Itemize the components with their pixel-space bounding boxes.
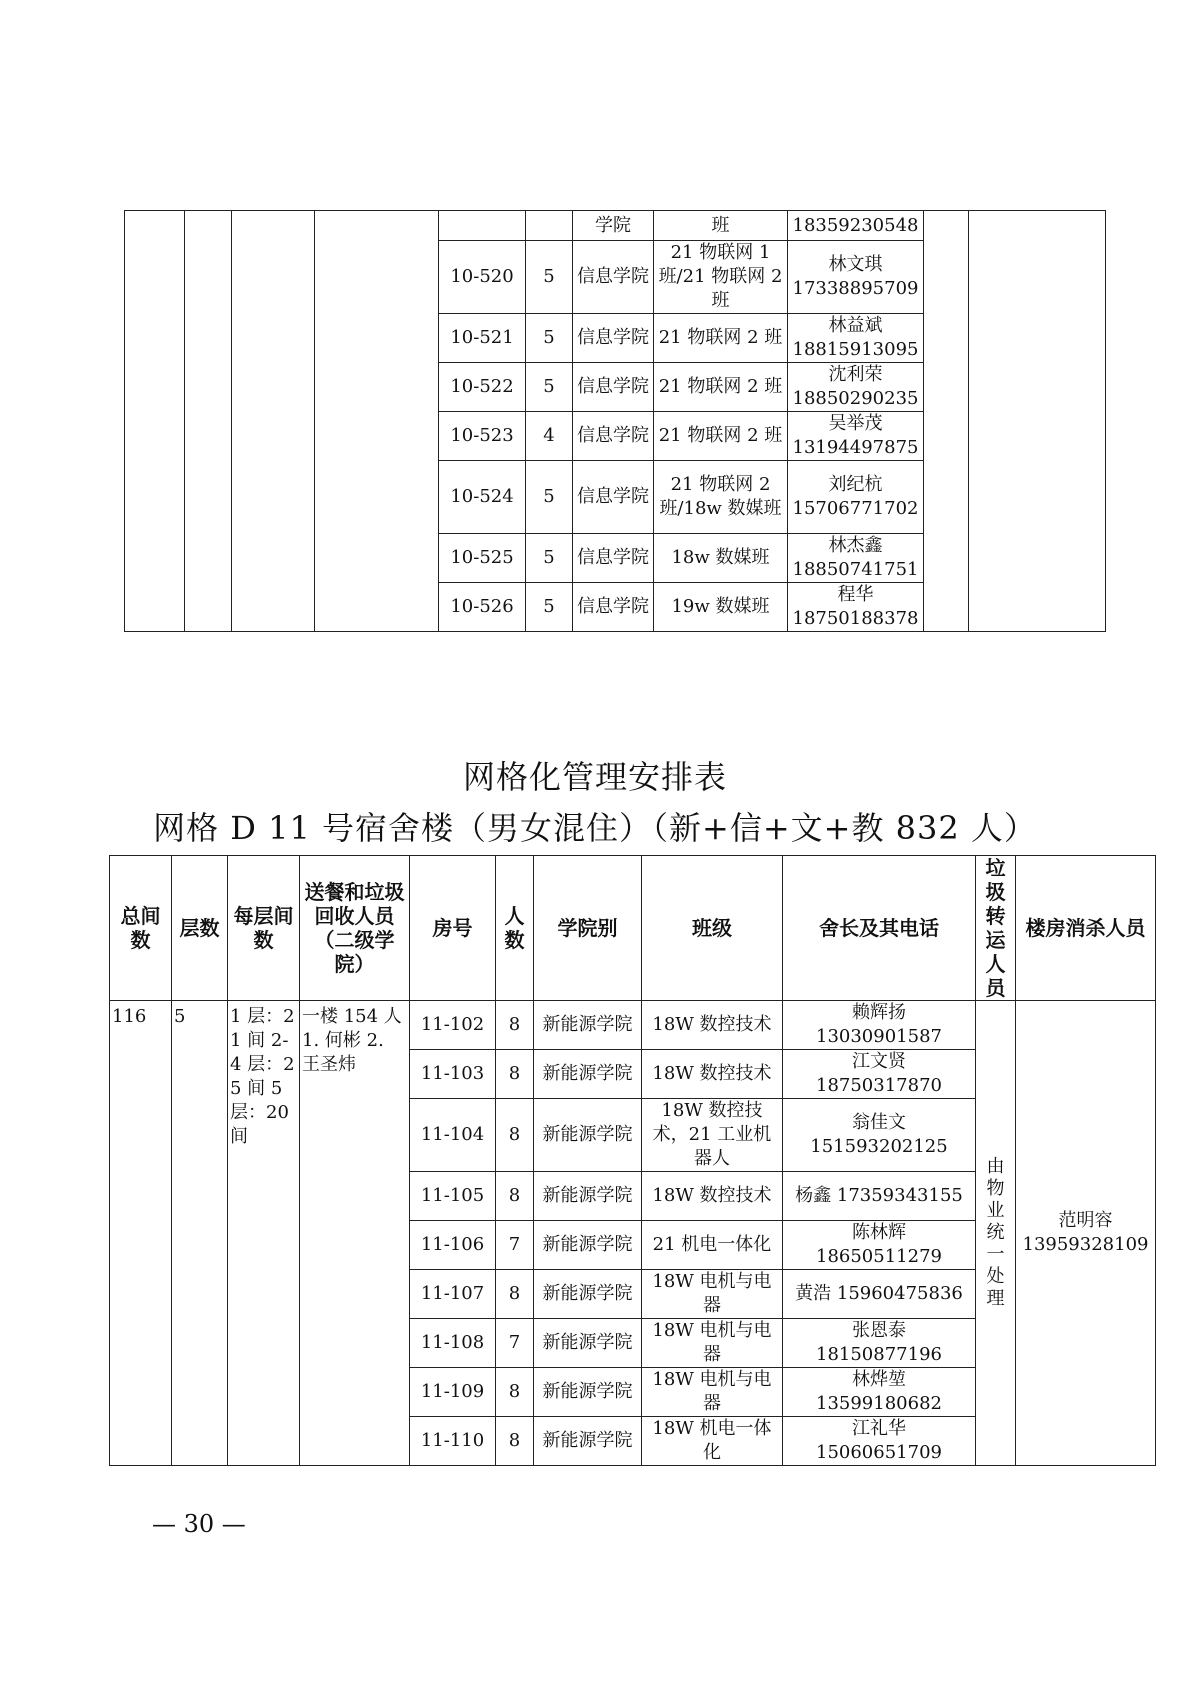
college-cell: 新能源学院 [534, 1001, 642, 1050]
count-cell: 5 [526, 314, 573, 363]
header-floors: 层数 [172, 856, 228, 1001]
college-cell: 新能源学院 [534, 1221, 642, 1270]
leader-phone: 17359343155 [836, 1185, 963, 1206]
leader-cell [788, 412, 924, 461]
college-cell: 新能源学院 [534, 1172, 642, 1221]
disinfect-cell [1016, 1001, 1156, 1466]
class-cell: 21 物联网 2 班 [654, 314, 788, 363]
leader-cell [783, 1172, 976, 1221]
leader-phone: 13030901587 [816, 1026, 942, 1047]
leader-name: 沈利荣 [828, 364, 883, 385]
count-cell: 7 [496, 1221, 534, 1270]
leader-name: 翁佳文 [852, 1112, 906, 1133]
rooms-per-floor-cell: 1 层：21 间 2-4 层：25 间 5 层：20 间 [228, 1001, 300, 1466]
count-cell: 8 [496, 1417, 534, 1466]
header-class: 班级 [642, 856, 783, 1001]
leader-phone: 15060651709 [816, 1442, 942, 1463]
college-cell: 信息学院 [573, 583, 654, 632]
header-garbage: 垃圾转运人员 [976, 856, 1016, 1001]
dorm-table-continued [124, 210, 1106, 632]
leader-cell [788, 363, 924, 412]
count-cell: 8 [496, 1001, 534, 1050]
room-cell: 10-522 [439, 363, 526, 412]
class-cell: 班 [654, 211, 788, 241]
floors-cell: 5 [172, 1001, 228, 1466]
leader-phone: 13194497875 [792, 437, 919, 458]
room-cell: 11-110 [410, 1417, 496, 1466]
page-number: — 30 — [152, 1510, 246, 1538]
class-cell: 21 物联网 1 班/21 物联网 2 班 [654, 241, 788, 314]
header-rooms-per-floor: 每层间数 [228, 856, 300, 1001]
leader-name: 张恩泰 [852, 1320, 906, 1341]
room-cell: 11-109 [410, 1368, 496, 1417]
leader-cell [783, 1368, 976, 1417]
college-cell: 信息学院 [573, 412, 654, 461]
total-rooms-cell: 116 [110, 1001, 172, 1466]
leader-phone: 18750188378 [792, 608, 919, 629]
class-cell: 21 物联网 2 班 [654, 363, 788, 412]
blank-cell [232, 211, 315, 632]
leader-cell [788, 241, 924, 314]
leader-name: 赖辉扬 [852, 1002, 906, 1023]
leader-cell [783, 1221, 976, 1270]
count-cell [526, 211, 573, 241]
college-cell: 新能源学院 [534, 1270, 642, 1319]
leader-phone: 151593202125 [810, 1136, 948, 1157]
leader-name: 吴举茂 [828, 413, 883, 434]
class-cell: 18W 电机与电器 [642, 1270, 783, 1319]
header-delivery: 送餐和垃圾回收人员（二级学院） [300, 856, 410, 1001]
disinfect-name: 范明容 [1058, 1210, 1113, 1231]
garbage-cell: 由物业统一处理 [976, 1001, 1016, 1466]
count-cell: 5 [526, 461, 573, 534]
blank-cell [969, 211, 1106, 632]
room-cell: 11-108 [410, 1319, 496, 1368]
class-cell: 21 物联网 2 班/18w 数媒班 [654, 461, 788, 534]
leader-cell [788, 461, 924, 534]
leader-cell [783, 1417, 976, 1466]
room-cell [439, 211, 526, 241]
blank-cell [185, 211, 232, 632]
leader-cell [783, 1319, 976, 1368]
college-cell: 信息学院 [573, 461, 654, 534]
count-cell: 7 [496, 1319, 534, 1368]
leader-cell [788, 211, 924, 241]
room-cell: 11-106 [410, 1221, 496, 1270]
leader-name: 林益斌 [828, 315, 883, 336]
header-room: 房号 [410, 856, 496, 1001]
blank-cell [924, 211, 969, 632]
count-cell: 8 [496, 1270, 534, 1319]
leader-cell [783, 1050, 976, 1099]
room-cell: 11-103 [410, 1050, 496, 1099]
class-cell: 19w 数媒班 [654, 583, 788, 632]
college-cell: 新能源学院 [534, 1099, 642, 1172]
count-cell: 8 [496, 1050, 534, 1099]
leader-phone: 15960475836 [836, 1283, 963, 1304]
header-row [110, 856, 1156, 1001]
count-cell: 5 [526, 583, 573, 632]
college-cell: 新能源学院 [534, 1368, 642, 1417]
college-cell: 信息学院 [573, 314, 654, 363]
count-cell: 4 [526, 412, 573, 461]
college-cell: 新能源学院 [534, 1050, 642, 1099]
room-cell: 10-524 [439, 461, 526, 534]
class-cell: 18W 机电一体化 [642, 1417, 783, 1466]
header-leader: 舍长及其电话 [783, 856, 976, 1001]
leader-phone: 18150877196 [816, 1344, 942, 1365]
header-college: 学院别 [534, 856, 642, 1001]
count-cell: 5 [526, 534, 573, 583]
class-cell: 21 物联网 2 班 [654, 412, 788, 461]
page-title: 网格化管理安排表 [462, 758, 727, 796]
leader-cell [788, 534, 924, 583]
delivery-cell: 一楼 154 人 1. 何彬 2. 王圣炜 [300, 1001, 410, 1466]
leader-name: 江礼华 [852, 1418, 906, 1439]
count-cell: 8 [496, 1099, 534, 1172]
count-cell: 8 [496, 1368, 534, 1417]
page-subtitle: 网格 D 11 号宿舍楼（男女混住）（新+信+文+教 832 人） [153, 809, 1037, 847]
leader-phone: 15706771702 [792, 498, 919, 519]
leader-name: 江文贤 [852, 1051, 906, 1072]
leader-phone: 13599180682 [816, 1393, 942, 1414]
blank-cell [125, 211, 185, 632]
class-cell: 18W 数控技术 [642, 1001, 783, 1050]
class-cell: 18W 数控技术，21 工业机器人 [642, 1099, 783, 1172]
class-cell: 21 机电一体化 [642, 1221, 783, 1270]
table-row [110, 1001, 1156, 1050]
leader-phone: 18650511279 [816, 1246, 942, 1267]
leader-phone: 18850741751 [792, 559, 919, 580]
room-cell: 11-107 [410, 1270, 496, 1319]
leader-name: 杨鑫 [795, 1185, 832, 1206]
leader-phone: 18850290235 [792, 388, 919, 409]
leader-cell [788, 314, 924, 363]
leader-phone: 18359230548 [792, 214, 919, 236]
leader-phone: 18750317870 [816, 1075, 942, 1096]
college-cell: 新能源学院 [534, 1319, 642, 1368]
room-cell: 10-526 [439, 583, 526, 632]
room-cell: 10-525 [439, 534, 526, 583]
class-cell: 18W 电机与电器 [642, 1368, 783, 1417]
count-cell: 5 [526, 241, 573, 314]
count-cell: 5 [526, 363, 573, 412]
room-cell: 10-523 [439, 412, 526, 461]
leader-name: 林杰鑫 [828, 535, 883, 556]
room-cell: 11-102 [410, 1001, 496, 1050]
blank-cell [315, 211, 439, 632]
leader-name: 林烨堃 [852, 1369, 906, 1390]
college-cell: 信息学院 [573, 363, 654, 412]
class-cell: 18W 数控技术 [642, 1050, 783, 1099]
class-cell: 18W 数控技术 [642, 1172, 783, 1221]
dorm-grid-table [109, 855, 1156, 1466]
leader-name: 陈林辉 [852, 1222, 906, 1243]
college-cell: 学院 [573, 211, 654, 241]
count-cell: 8 [496, 1172, 534, 1221]
room-cell: 11-104 [410, 1099, 496, 1172]
header-count: 人数 [496, 856, 534, 1001]
room-cell: 10-520 [439, 241, 526, 314]
leader-phone: 17338895709 [792, 278, 919, 299]
leader-name: 程华 [837, 584, 874, 605]
header-disinfect: 楼房消杀人员 [1016, 856, 1156, 1001]
leader-name: 林文琪 [828, 254, 883, 275]
leader-name: 刘纪杭 [828, 474, 883, 495]
college-cell: 新能源学院 [534, 1417, 642, 1466]
leader-cell [783, 1270, 976, 1319]
college-cell: 信息学院 [573, 241, 654, 314]
leader-phone: 18815913095 [792, 339, 919, 360]
college-cell: 信息学院 [573, 534, 654, 583]
room-cell: 11-105 [410, 1172, 496, 1221]
leader-cell [788, 583, 924, 632]
leader-name: 黄浩 [795, 1283, 832, 1304]
room-cell: 10-521 [439, 314, 526, 363]
leader-cell [783, 1001, 976, 1050]
leader-cell [783, 1099, 976, 1172]
class-cell: 18w 数媒班 [654, 534, 788, 583]
table-row [125, 211, 1106, 241]
header-total-rooms: 总间数 [110, 856, 172, 1001]
class-cell: 18W 电机与电器 [642, 1319, 783, 1368]
disinfect-phone: 13959328109 [1022, 1234, 1149, 1255]
